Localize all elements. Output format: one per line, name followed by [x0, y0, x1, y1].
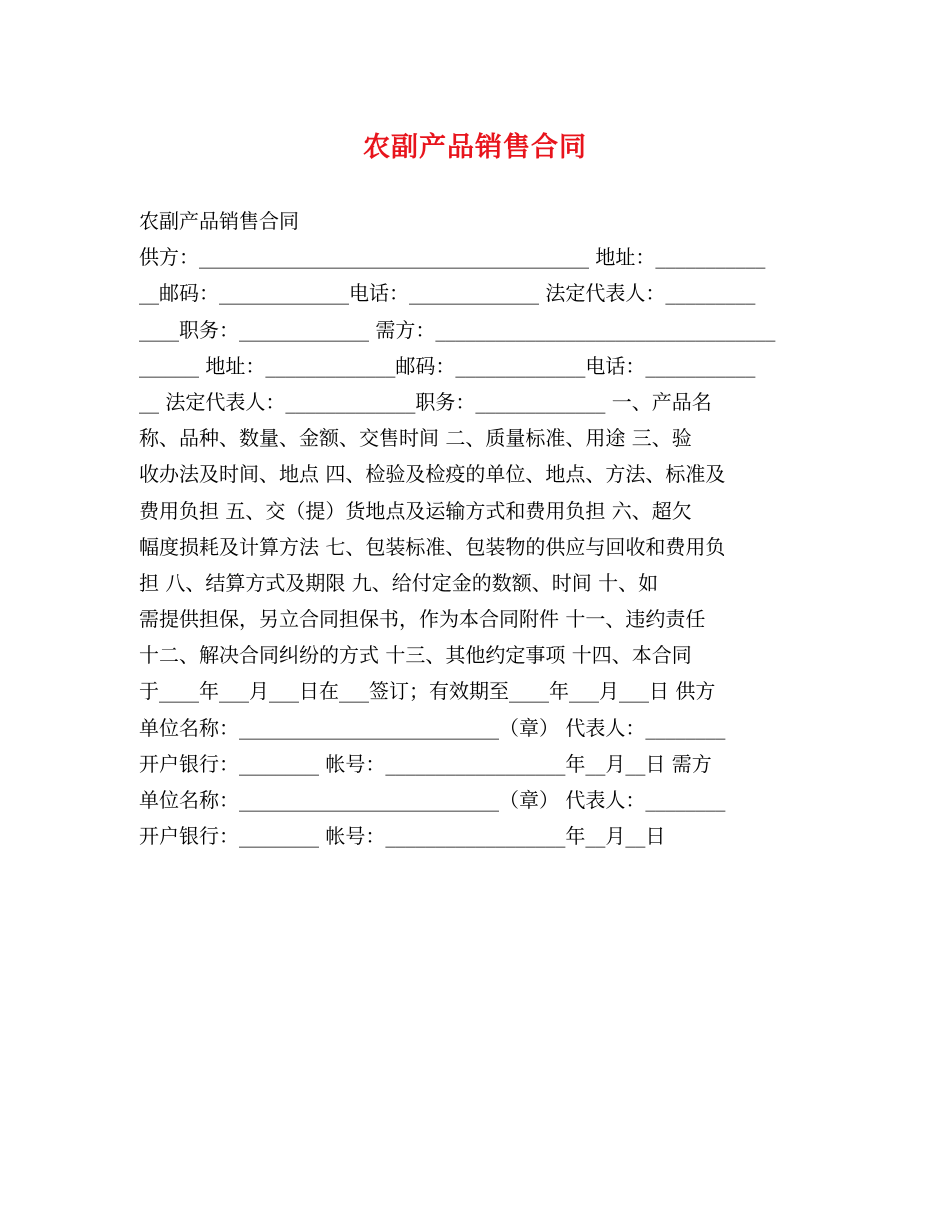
body-line-11: 担 八、结算方式及期限 九、给付定金的数额、时间 十、如 [139, 570, 659, 595]
body-line-10: 幅度损耗及计算方法 七、包装标准、包装物的供应与回收和费用负 [139, 534, 726, 559]
body-line-8: 收办法及时间、地点 四、检验及检疫的单位、地点、方法、标准及 [139, 462, 726, 487]
document-title: 农副产品销售合同 [363, 132, 587, 163]
body-line-12: 需提供担保，另立合同担保书，作为本合同附件 十一、违约责任 [139, 607, 706, 632]
body-line-7: 称、品种、数量、金额、交售时间 二、质量标准、用途 三、验 [139, 426, 692, 451]
contract-body [139, 203, 813, 854]
body-line-18: 开户银行：________ 帐号：__________________年__月__日 [139, 824, 666, 849]
body-line-3: __邮码：_____________电话：_____________ 法定代表人：_________ [139, 281, 756, 306]
body-line-4: ____职务：_____________ 需方：__________________________________ [139, 317, 776, 342]
body-line-16: 开户银行：________ 帐号：__________________年__月__日 需方 [139, 751, 712, 776]
body-line-2: 供方：_______________________________________ 地址：___________ [139, 245, 766, 270]
body-line-1: 农副产品销售合同 [139, 209, 299, 233]
body-line-9: 费用负担 五、交（提）货地点及运输方式和费用负担 六、超欠 [139, 498, 692, 523]
body-line-6: __ 法定代表人：_____________职务：_____________ 一、产品名 [139, 389, 712, 414]
body-line-5: ______ 地址：_____________邮码：_____________电话：___________ [139, 353, 756, 378]
body-line-14: 于____年___月___日在___签订；有效期至____年___月___日 供方 [139, 679, 716, 704]
body-line-17: 单位名称：__________________________（章） 代表人：________ [139, 788, 726, 812]
body-line-15: 单位名称：__________________________（章） 代表人：________ [139, 715, 726, 740]
body-line-13: 十二、解决合同纠纷的方式 十三、其他约定事项 十四、本合同 [139, 643, 692, 668]
